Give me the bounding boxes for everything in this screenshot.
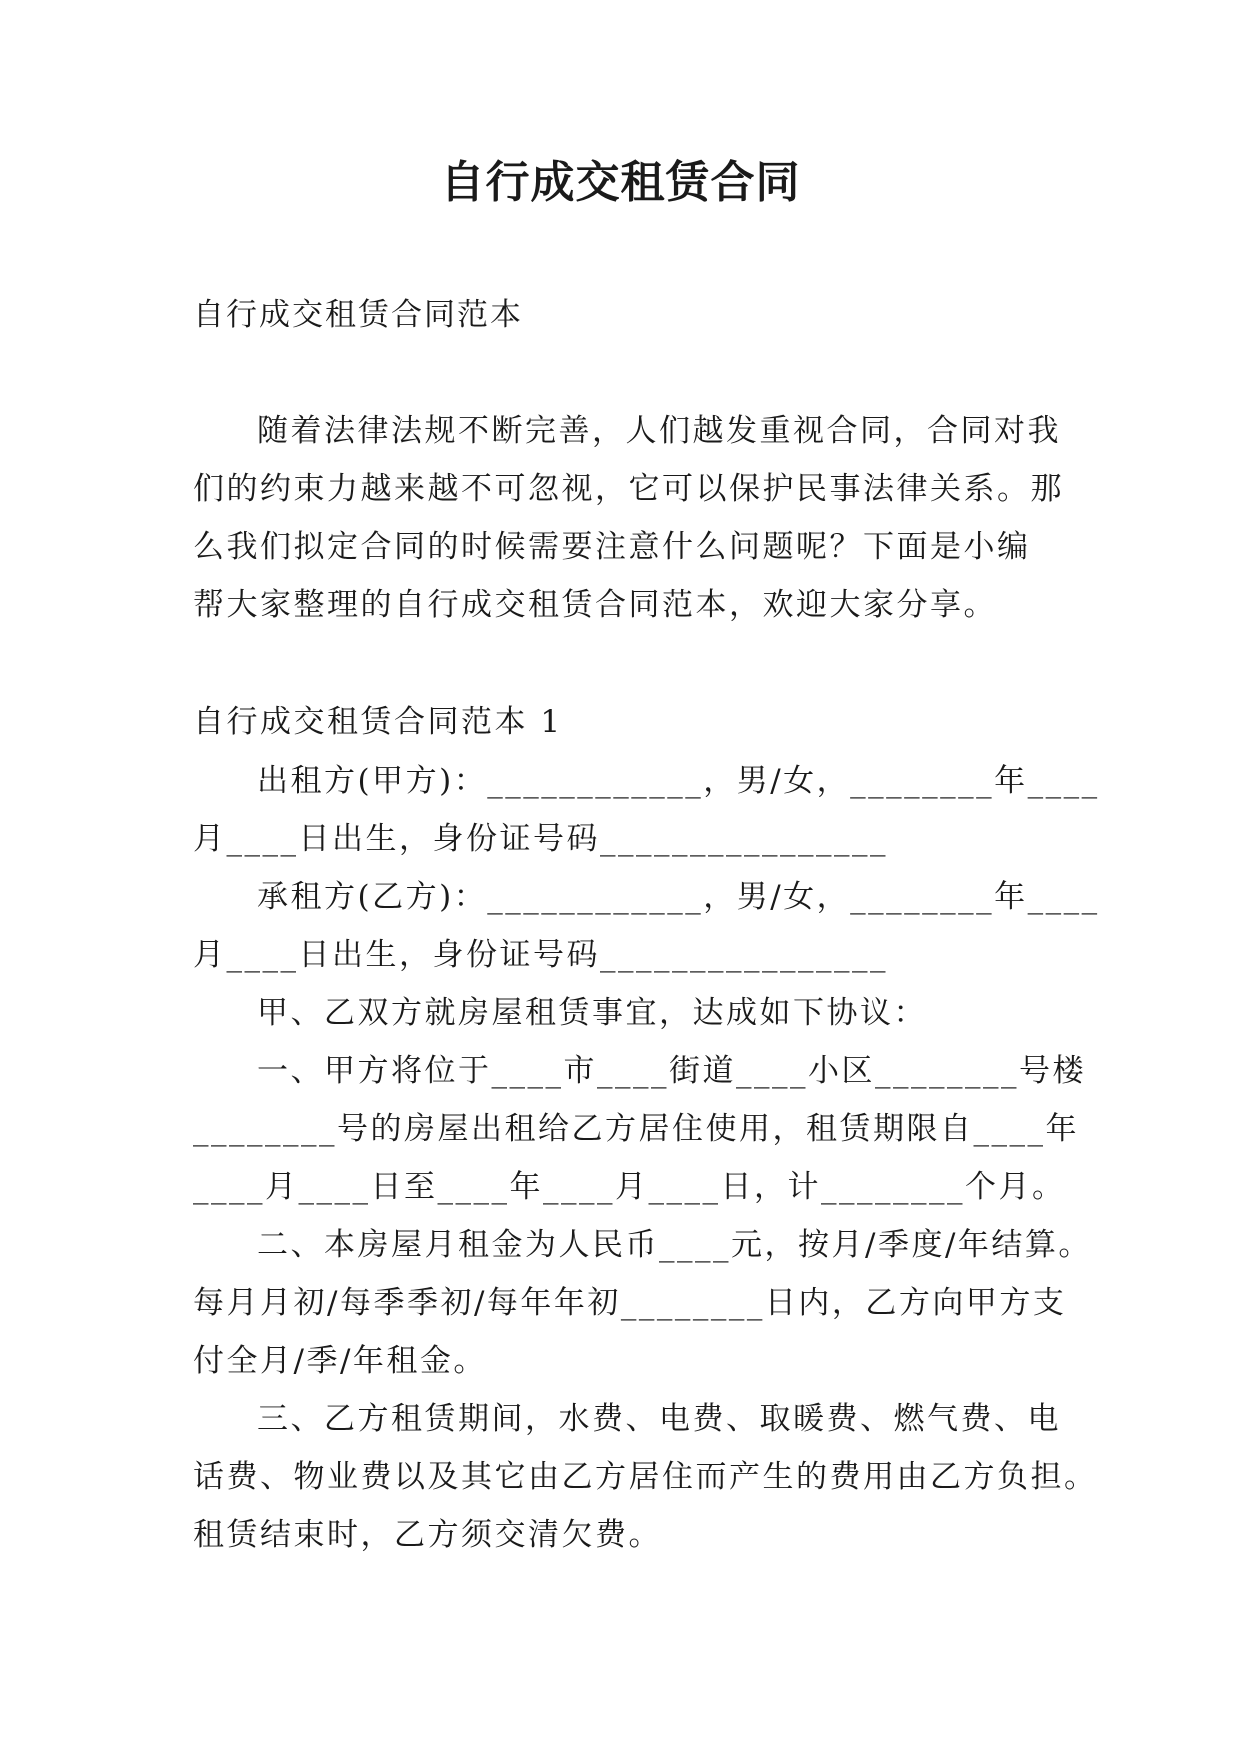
clause-3-line: 三、乙方租赁期间，水费、电费、取暖费、燃气费、电: [257, 1401, 1061, 1437]
clause-3-line: 租赁结束时，乙方须交清欠费。: [193, 1517, 662, 1553]
intro-line: 么我们拟定合同的时候需要注意什么问题呢？下面是小编: [193, 529, 1031, 565]
section-heading: 自行成交租赁合同范本 1: [193, 704, 563, 740]
intro-line: 们的约束力越来越不可忽视，它可以保护民事法律关系。那: [193, 471, 1064, 507]
clause-3-line: 话费、物业费以及其它由乙方居住而产生的费用由乙方负担。: [193, 1459, 1098, 1495]
clause-1-line: 一、甲方将位于____市____街道____小区________号楼: [257, 1053, 1086, 1089]
clause-1-line: ____月____日至____年____月____日，计________个月。: [193, 1169, 1066, 1205]
intro-line: 帮大家整理的自行成交租赁合同范本，欢迎大家分享。: [193, 587, 997, 623]
lessee-info-line: 承租方(乙方)：____________，男/女，________年____: [257, 879, 1100, 915]
clause-2-line: 二、本房屋月租金为人民币____元，按月/季度/年结算。: [257, 1227, 1092, 1263]
intro-line: 随着法律法规不断完善，人们越发重视合同，合同对我: [257, 413, 1061, 449]
clause-1-line: ________号的房屋出租给乙方居住使用，租赁期限自____年: [193, 1111, 1079, 1147]
clause-2-line: 付全月/季/年租金。: [193, 1343, 487, 1379]
document-subtitle: 自行成交租赁合同范本: [193, 297, 523, 333]
lessor-info-line: 月____日出生，身份证号码________________: [193, 821, 888, 857]
lessee-info-line: 月____日出生，身份证号码________________: [193, 937, 888, 973]
agreement-statement: 甲、乙双方就房屋租赁事宜，达成如下协议：: [257, 995, 927, 1031]
lessor-info-line: 出租方(甲方)：____________，男/女，________年____: [257, 763, 1100, 799]
clause-2-line: 每月月初/每季季初/每年年初________日内，乙方向甲方支: [193, 1285, 1067, 1321]
document-title: 自行成交租赁合同: [440, 157, 801, 208]
